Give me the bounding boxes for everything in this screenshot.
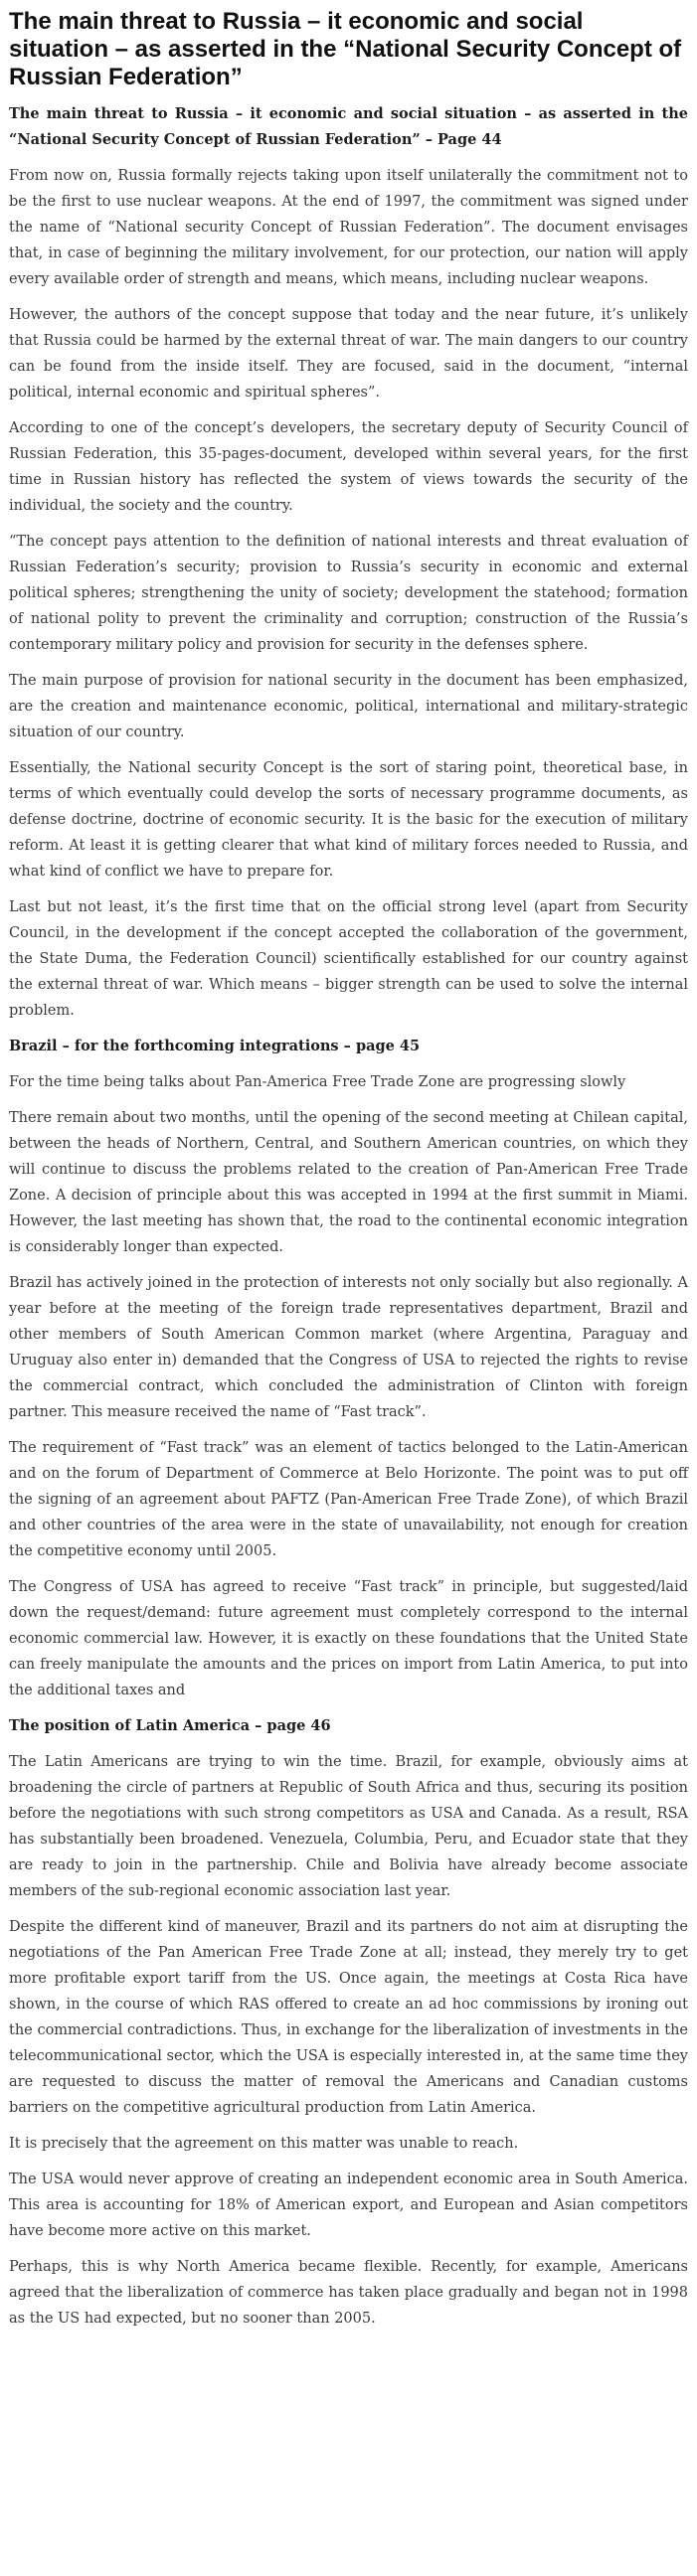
paragraph: The Congress of USA has agreed to receive “Fast track” in principle, but suggested/laid down the request/demand: future agreement must completely correspond to the internal economic commercial law. However, it is exactly on these foundations that the United State can freely manipulate the amounts and the prices on import from Latin America, to put into the additional taxes and	[9, 1579, 688, 1698]
paragraph: From now on, Russia formally rejects taking upon itself unilaterally the commitment not to be the first to use nuclear weapons. At the end of 1997, the commitment was signed under the name of “National security Concept of Russian Federation”. The document envisages that, in case of beginning the military involvement, for our protection, our nation will apply every available order of strength and means, which means, including nuclear weapons.	[9, 168, 688, 287]
paragraph: For the time being talks about Pan-America Free Trade Zone are progressing slowly	[9, 1074, 626, 1090]
paragraph: The main purpose of provision for national security in the document has been emphasized, are the creation and maintenance economic, political, international and military-strategic situation of our country.	[9, 673, 688, 740]
page-title: The main threat to Russia – it economic and social situation – as asserted in the “National Security Concept of Russian Federation”	[9, 8, 682, 90]
section-heading: The main threat to Russia – it economic and social situation – as asserted in the “National Security Concept of Russian Federation” – Page 44	[9, 105, 688, 148]
paragraph: It is precisely that the agreement on this matter was unable to reach.	[9, 2136, 519, 2152]
paragraph: Essentially, the National security Concept is the sort of staring point, theoretical base, in terms of which eventually could develop the sorts of necessary programme documents, as defense doctrine, doctrine of economic security. It is the basic for the execution of military reform. At least it is getting clearer that what kind of military forces needed to Russia, and what kind of conflict we have to prepare for.	[9, 760, 688, 880]
paragraph: Perhaps, this is why North America became flexible. Recently, for example, Americans agreed that the liberalization of commerce has taken place gradually and began not in 1998 as the US had expected, but no sooner than 2005.	[9, 2259, 688, 2327]
paragraph: According to one of the concept’s developers, the secretary deputy of Security Council of Russian Federation, this 35-pages-document, developed within several years, for the first time in Russian history has reflected the system of views towards the security of the individual, the society and the country.	[9, 420, 688, 514]
paragraph: However, the authors of the concept suppose that today and the near future, it’s unlikely that Russia could be harmed by the external threat of war. The main dangers to our country can be found from the inside itself. They are focused, said in the document, “internal political, internal economic and spiritual spheres”.	[9, 307, 688, 401]
paragraph: Despite the different kind of maneuver, Brazil and its partners do not aim at disrupting the negotiations of the Pan American Free Trade Zone at all; instead, they merely try to get more profitable export tariff from the US. Once again, the meetings at Costa Rica have shown, in the course of which RAS offered to create an ad hoc commissions by ironing out the commercial contradictions. Thus, in exchange for the liberalization of investments in the telecommunicational sector, which the USA is especially interested in, at the same time they are requested to discuss the matter of removal the Americans and Canadian customs barriers on the competitive agricultural production from Latin America.	[9, 1919, 688, 2116]
section-heading: Brazil – for the forthcoming integrations – page 45	[9, 1038, 421, 1054]
paragraph: “The concept pays attention to the definition of national interests and threat evaluation of Russian Federation’s security; provision to Russia’s security in economic and external political spheres; strengthening the unity of society; development the statehood; formation of national polity to prevent the criminality and corruption; construction of the Russia’s contemporary military policy and provision for security in the defenses sphere.	[9, 534, 688, 653]
paragraph: Last but not least, it’s the first time that on the official strong level (apart from Security Council, in the development if the concept accepted the collaboration of the government, the State Duma, the Federation Council) scientifically established for our country against the external threat of war. Which means – bigger strength can be used to solve the internal problem.	[9, 899, 688, 1019]
paragraph: The requirement of “Fast track” was an element of tactics belonged to the Latin-American and on the forum of Department of Commerce at Belo Horizonte. The point was to put off the signing of an agreement about PAFTZ (Pan-American Free Trade Zone), of which Brazil and other countries of the area were in the state of unavailability, not enough for creation the competitive economy until 2005.	[9, 1440, 688, 1559]
section-heading: The position of Latin America – page 46	[9, 1717, 331, 1734]
article-body	[9, 101, 688, 2332]
paragraph: Brazil has actively joined in the protection of interests not only socially but also regionally. A year before at the meeting of the foreign trade representatives department, Brazil and other members of South American Common market (where Argentina, Paraguay and Uruguay also enter in) demanded that the Congress of USA to rejected the rights to revise the commercial contract, which concluded the administration of Clinton with foreign partner. This measure received the name of “Fast track”.	[9, 1275, 688, 1420]
paragraph: There remain about two months, until the opening of the second meeting at Chilean capital, between the heads of Northern, Central, and Southern American countries, on which they will continue to discuss the problems related to the creation of Pan-American Free Trade Zone. A decision of principle about this was accepted in 1994 at the first summit in Miami. However, the last meeting has shown that, the road to the continental economic integration is considerably longer than expected.	[9, 1110, 688, 1255]
paragraph: The Latin Americans are trying to win the time. Brazil, for example, obviously aims at broadening the circle of partners at Republic of South Africa and thus, securing its position before the negotiations with such strong competitors as USA and Canada. As a result, RSA has substantially been broadened. Venezuela, Columbia, Peru, and Ecuador state that they are ready to join in the partnership. Chile and Bolivia have already become associate members of the sub-regional economic association last year.	[9, 1754, 688, 1899]
paragraph: The USA would never approve of creating an independent economic area in South America. This area is accounting for 18% of American export, and European and Asian competitors have become more active on this market.	[9, 2172, 688, 2239]
